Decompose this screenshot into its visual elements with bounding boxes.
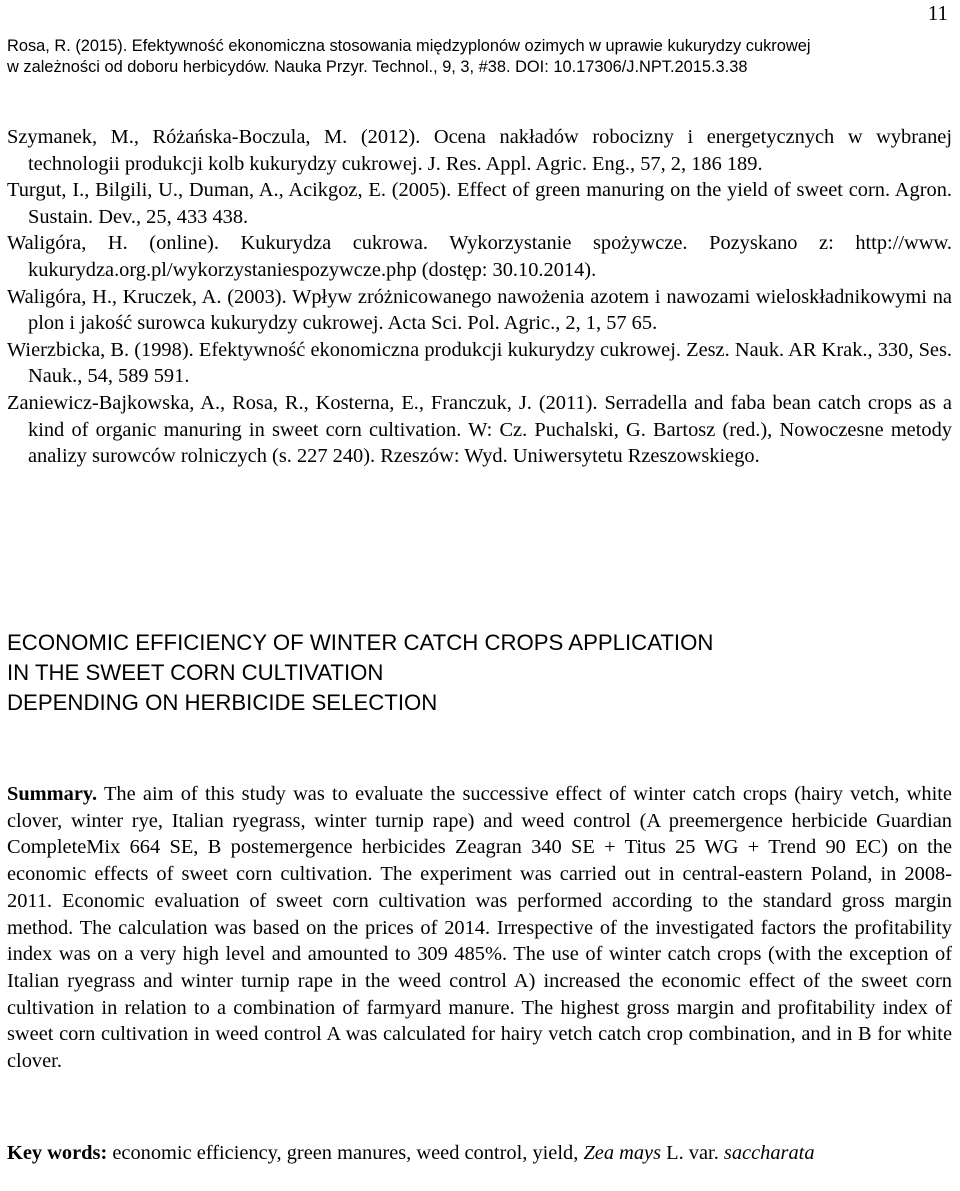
keywords-variety: saccharata xyxy=(723,1142,815,1164)
summary-paragraph xyxy=(7,781,952,1075)
keywords-text: economic efficiency, green manures, weed control, yield, xyxy=(112,1142,579,1164)
reference-item: Waligóra, H. (online). Kukurydza cukrowa. Wykorzystanie spożywcze. Pozyskano z: http://www. kukurydza.org.pl/wykorzystaniespozywcze.php (dostęp: 30.10.2014). xyxy=(7,232,952,281)
running-header-line: Rosa, R. (2015). Efektywność ekonomiczna stosowania międzyplonów ozimych w uprawie kukurydzy cukrowej xyxy=(7,37,811,55)
running-header-line: w zależności od doboru herbicydów. Nauka Przyr. Technol., 9, 3, #38. DOI: 10.17306/J.NPT.2015.3.38 xyxy=(7,58,748,76)
reference-item: Wierzbicka, B. (1998). Efektywność ekonomiczna produkcji kukurydzy cukrowej. Zesz. Nauk. AR Krak., 330, Ses. Nauk., 54, 589 591. xyxy=(7,338,952,388)
keywords-paragraph xyxy=(7,1140,952,1167)
keywords-after-species: L. var. xyxy=(666,1142,719,1164)
keywords-species: Zea mays xyxy=(583,1142,662,1164)
page-number: 11 xyxy=(927,1,948,25)
english-title xyxy=(7,628,952,718)
keywords-label: Key words: xyxy=(7,1142,108,1164)
summary-text: The aim of this study was to evaluate the successive effect of winter catch crops (hairy vetch, white clover, winter rye, Italian ryegrass, winter turnip rape) and weed control (A preemergence herbicide Guardian CompleteMix 664 SE, B postemergence herbicides Zeagran 340 SE + Titus 25 WG + Trend 90 EC) on the economic effects of sweet corn cultivation. The experiment was carried out in central-eastern Poland, in 2008-2011. Economic evaluation of sweet corn cultivation was performed according to the standard gross margin method. The calculation was based on the prices of 2014. Irrespective of the investigated factors the profitability index was on a very high level and amounted to 309 485%. The use of winter catch crops (with the exception of Italian ryegrass and winter turnip rape in the weed control A) increased the economic effect of the sweet corn cultivation in relation to a combination of farmyard manure. The highest gross margin and profitability index of sweet corn cultivation in weed control A was calculated for hairy vetch catch crop combination, and in B for white clover. xyxy=(7,783,952,1073)
running-header xyxy=(7,36,957,78)
english-title-line: IN THE SWEET CORN CULTIVATION xyxy=(7,660,384,685)
reference-list xyxy=(7,124,952,470)
english-title-line: ECONOMIC EFFICIENCY OF WINTER CATCH CROPS APPLICATION xyxy=(7,630,714,655)
summary-label: Summary. xyxy=(7,783,98,805)
reference-item: Szymanek, M., Różańska-Boczula, M. (2012). Ocena nakładów robocizny i energetycznych w wybranej technologii produkcji kolb kukurydzy cukrowej. J. Res. Appl. Agric. Eng., 57, 2, 186 189. xyxy=(7,126,952,175)
reference-item: Turgut, I., Bilgili, U., Duman, A., Acikgoz, E. (2005). Effect of green manuring on the yield of sweet corn. Agron. Sustain. Dev., 25, 433 438. xyxy=(7,179,952,228)
reference-item: Waligóra, H., Kruczek, A. (2003). Wpływ zróżnicowanego nawożenia azotem i nawozami wieloskładnikowymi na plon i jakość surowca kukurydzy cukrowej. Acta Sci. Pol. Agric., 2, 1, 57 65. xyxy=(7,285,952,335)
reference-item: Zaniewicz-Bajkowska, A., Rosa, R., Kosterna, E., Franczuk, J. (2011). Serradella and faba bean catch crops as a kind of organic manuring in sweet corn cultivation. W: Cz. Puchalski, G. Bartosz (red.), Nowoczesne metody analizy surowców rolniczych (s. 227 240). Rzeszów: Wyd. Uniwersytetu Rzeszowskiego. xyxy=(7,391,952,468)
english-title-line: DEPENDING ON HERBICIDE SELECTION xyxy=(7,690,438,715)
